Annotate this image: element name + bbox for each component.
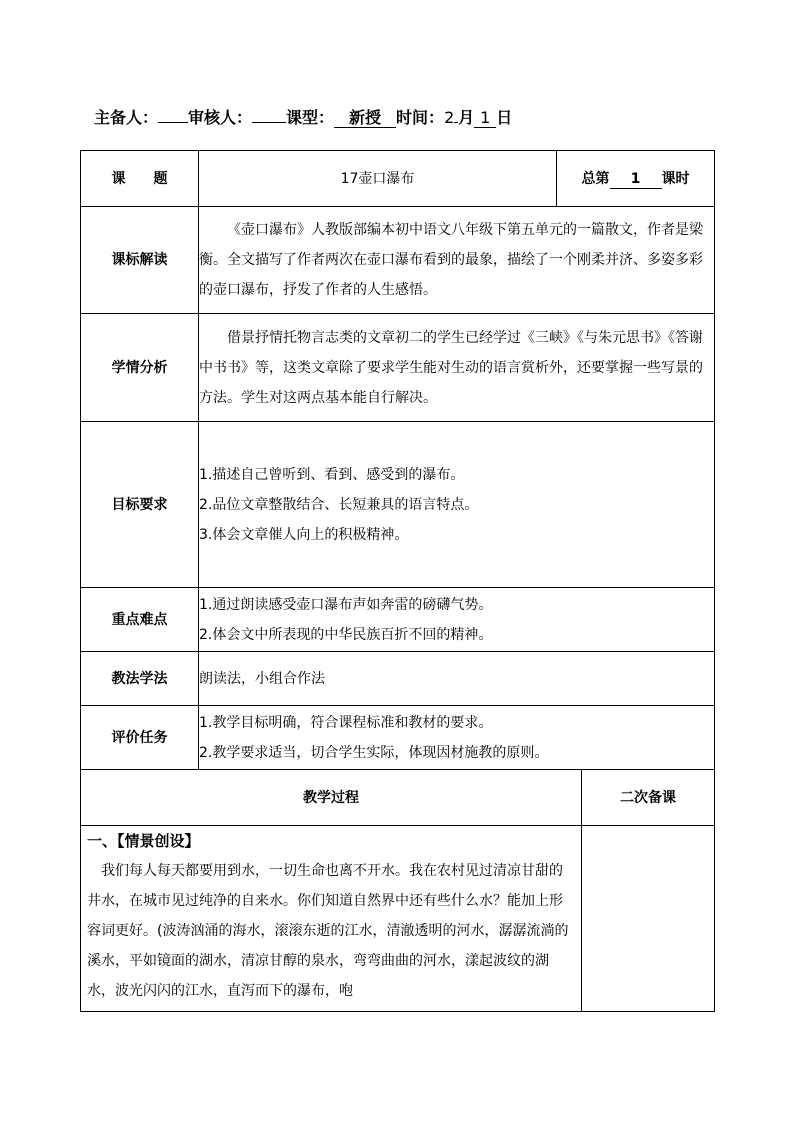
section-text: 我们每人每天都要用到水，一切生命也离不开水。我在农村见过清凉甘甜的井水，在城市见过纯净的自来水。你们知道自然界中还有些什么水？能加上形容词更好。(波涛汹涌的海水，滚滚东逝的江水，清澈透明的河水，潺潺流淌的溪水，平如镜面的湖水，清凉甘醇的泉水，弯弯曲曲的河水，漾起波纹的湖水，波光闪闪的江水，直泻而下的瀑布，咆 (87, 863, 569, 999)
day-value: 1 (474, 109, 496, 128)
analysis-label: 学情分析 (81, 314, 199, 422)
reviewer-blank (252, 104, 286, 123)
evaluation-row (81, 706, 715, 770)
process-header-row (81, 770, 715, 826)
standard-label: 课标解读 (81, 207, 199, 314)
process-body-row (81, 826, 715, 1012)
methods-text: 朗读法，小组合作法 (199, 652, 715, 706)
keypoint-item: 1.通过朗读感受壶口瀑布声如奔雷的磅礴气势。 (199, 596, 493, 613)
goals-label: 目标要求 (81, 422, 199, 588)
preparer-blank (158, 104, 188, 123)
keypoint-item: 2.体会文中所表现的中华民族百折不回的精神。 (199, 626, 493, 643)
goal-item: 1.描述自己曾听到、看到、感受到的瀑布。 (199, 466, 465, 483)
evaluation-item: 1.教学目标明确，符合课程标准和教材的要求。 (199, 714, 493, 731)
standard-text: 《壶口瀑布》人教版部编本初中语文八年级下第五单元的一篇散文，作者是梁衡。全文描写了作者两次在壶口瀑布看到的最象，描绘了一个刚柔并济、多姿多彩的壶口瀑布，抒发了作者的人生感悟。 (199, 222, 703, 298)
topic-label: 课 题 (81, 151, 199, 207)
keypoints-row (81, 588, 715, 652)
methods-row (81, 652, 715, 706)
evaluation-label: 评价任务 (81, 706, 199, 770)
goal-item: 3.体会文章催人向上的积极精神。 (199, 526, 409, 543)
goals-row (81, 422, 715, 588)
total-lessons (557, 151, 715, 207)
type-value: 新授 (334, 109, 396, 128)
month-label: 月 (458, 108, 475, 127)
total-suffix: 课时 (661, 170, 690, 187)
evaluation-item: 2.教学要求适当，切合学生实际，体现因材施教的原则。 (199, 744, 549, 761)
section-text-wrap (81, 856, 581, 1006)
keypoints-label: 重点难点 (81, 588, 199, 652)
standard-row (81, 207, 715, 314)
standard-text-cell (199, 207, 715, 314)
second-prep-cell (582, 826, 715, 1012)
total-value: 1 (610, 170, 662, 189)
goal-item: 2.品位文章整散结合、长短兼具的语言特点。 (199, 496, 479, 513)
day-label: 日 (496, 108, 513, 127)
analysis-text: 借景抒情托物言志类的文章初二的学生已经学过《三峡》《与朱元思书》《答谢中书书》等，这类文章除了要求学生能对生动的语言赏析外，还要掌握一些写景的方法。学生对这两点基本能自行解决。 (199, 329, 703, 406)
analysis-row (81, 314, 715, 422)
type-label: 课型： (286, 108, 335, 127)
analysis-text-cell (199, 314, 715, 422)
time-label: 时间： (396, 108, 445, 127)
methods-label: 教法学法 (81, 652, 199, 706)
reviewer-label: 审核人： (188, 108, 253, 127)
lesson-plan-table (80, 150, 715, 1012)
total-prefix: 总第 (581, 170, 610, 187)
month-value: 2 (444, 108, 455, 127)
section-title: 一、【情景创设】 (87, 832, 200, 850)
goals-list (199, 422, 715, 588)
second-prep-label: 二次备课 (582, 770, 715, 826)
topic-row (81, 151, 715, 207)
evaluation-list (199, 706, 715, 770)
lesson-title: 17壶口瀑布 (199, 151, 557, 207)
preparer-label: 主备人： (94, 108, 159, 127)
process-content (81, 826, 582, 1012)
keypoints-list (199, 588, 715, 652)
header-info (94, 104, 512, 128)
process-label: 教学过程 (81, 770, 582, 826)
